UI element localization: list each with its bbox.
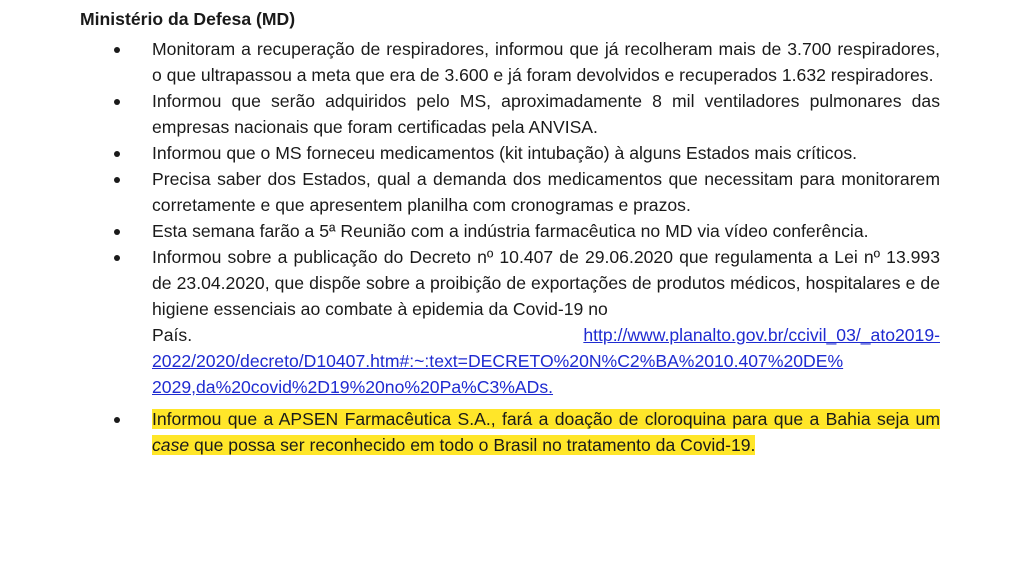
highlight-part-2: que possa ser reconhecido em todo o Brasil no tratamento da Covid-19. [189,435,756,455]
country-word: País. [152,325,193,345]
bullet-icon [114,99,120,105]
list-item-text: Esta semana farão a 5ª Reunião com a indústria farmacêutica no MD via vídeo conferência. [152,221,869,241]
list-item-highlighted [80,406,940,458]
document-page [80,6,940,458]
list-item [80,88,940,140]
list-item [80,244,940,400]
bullet-icon [114,229,120,235]
list-item-text: Informou que o MS forneceu medicamentos (kit intubação) à alguns Estados mais críticos. [152,143,858,163]
decree-link-part-1[interactable]: http://www.planalto.gov.br/ccivil_03/_ato2019- [583,325,940,345]
bullet-icon [114,255,120,261]
bullet-icon [114,47,120,53]
bullet-icon [114,177,120,183]
bullet-list [80,36,940,458]
bullet-icon [114,151,120,157]
list-item [80,36,940,88]
bullet-icon [114,417,120,423]
list-item-text: Precisa saber dos Estados, qual a demanda dos medicamentos que necessitam para monitorarem corretamente e que apresentem planilha com cronogramas e prazos. [152,169,940,215]
list-item-text: Informou que serão adquiridos pelo MS, aproximadamente 8 mil ventiladores pulmonares das empresas nacionais que foram certificadas pela ANVISA. [152,91,940,137]
list-item [80,218,940,244]
highlighted-text [152,409,940,455]
highlight-part-1: Informou que a APSEN Farmacêutica S.A., fará a doação de cloroquina para que a Bahia seja um [152,409,940,429]
highlight-case-word: case [152,435,190,455]
decree-link-part-2[interactable]: 2022/2020/decreto/D10407.htm#:~:text=DECRETO%20N%C2%BA%2010.407%20DE% [152,351,844,371]
country-link-line [152,322,940,348]
list-item-text: Monitoram a recuperação de respiradores, informou que já recolheram mais de 3.700 respiradores, o que ultrapassou a meta que era de 3.600 e já foram devolvidos e recuperados 1.632 respiradores. [152,39,940,85]
list-item [80,166,940,218]
list-item [80,140,940,166]
decree-link-part-3[interactable]: 2029,da%20covid%2D19%20no%20Pa%C3%ADs. [152,377,554,397]
section-heading: Ministério da Defesa (MD) [80,9,296,29]
list-item-text: Informou sobre a publicação do Decreto nº 10.407 de 29.06.2020 que regulamenta a Lei nº 13.993 de 23.04.2020, que dispõe sobre a proibição de exportações de produtos médicos, hospitalares e de higiene essenciais ao combate à epidemia da Covid-19 no [152,247,940,319]
